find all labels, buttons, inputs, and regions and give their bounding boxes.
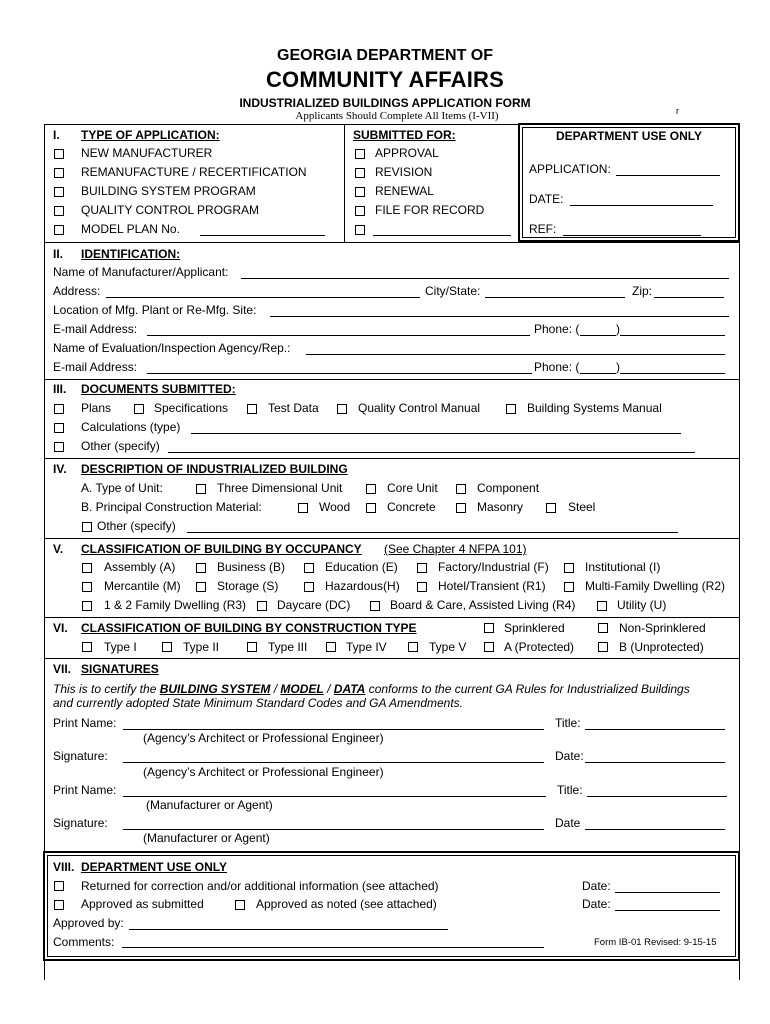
signature-field-1[interactable] — [123, 762, 544, 763]
label-plans: Plans — [81, 401, 112, 415]
label-mercantile: Mercantile (M) — [104, 579, 181, 593]
label-date-approved: Date: — [582, 897, 611, 911]
label-type-4: Type IV — [346, 640, 387, 654]
checkbox-utility[interactable] — [597, 601, 607, 611]
divider-6 — [44, 658, 739, 659]
checkbox-family-dwelling[interactable] — [82, 601, 92, 611]
sec8-num: VIII. — [53, 860, 75, 874]
date-field-1[interactable] — [585, 762, 725, 763]
comments-field[interactable] — [122, 947, 544, 948]
sec6-num: VI. — [53, 621, 68, 635]
checkbox-revision[interactable] — [355, 168, 365, 178]
label-non-sprinklered: Non-Sprinklered — [619, 621, 706, 635]
checkbox-multi-family[interactable] — [564, 582, 574, 592]
checkbox-factory-industrial[interactable] — [417, 563, 427, 573]
cert-data: DATA — [333, 682, 366, 696]
manufacturer-name-field[interactable] — [241, 278, 729, 279]
dept-date-label: DATE: — [529, 192, 564, 206]
other-submitted-field[interactable] — [373, 235, 511, 236]
sec5-num: V. — [53, 542, 64, 556]
sec2-num: II. — [53, 247, 64, 261]
caption-manufacturer-2: (Manufacturer or Agent) — [143, 831, 270, 845]
label-building-systems-manual: Building Systems Manual — [527, 401, 662, 415]
label-other-material: Other (specify) — [97, 519, 176, 533]
label-masonry: Masonry — [477, 500, 524, 514]
label-calculations: Calculations (type) — [81, 420, 181, 434]
form-id: Form IB-01 Revised: 9-15-15 — [594, 937, 717, 948]
caption-agency-2: (Agency’s Architect or Professional Engineer) — [143, 765, 384, 779]
checkbox-core-unit[interactable] — [366, 484, 376, 494]
label-title-2: Title: — [557, 783, 583, 797]
checkbox-remanufacture[interactable] — [54, 168, 64, 178]
checkbox-hazardous[interactable] — [304, 582, 314, 592]
phone-close-paren-1: ) — [616, 322, 620, 336]
checkbox-other-submitted[interactable] — [355, 225, 365, 235]
dept-use-title: DEPARTMENT USE ONLY — [555, 129, 702, 143]
label-hazardous: Hazardous(H) — [325, 579, 400, 593]
divider-3 — [44, 458, 739, 459]
checkbox-three-dimensional-unit[interactable] — [196, 484, 206, 494]
label-type-2: Type II — [183, 640, 220, 654]
submitted-for-title: SUBMITTED FOR: — [353, 128, 456, 142]
checkbox-calculations[interactable] — [54, 423, 64, 433]
sec4-title: DESCRIPTION OF INDUSTRIALIZED BUILDING — [81, 462, 348, 476]
checkbox-plans[interactable] — [54, 404, 64, 414]
checkbox-type-2[interactable] — [162, 642, 172, 652]
label-renewal: RENEWAL — [375, 184, 434, 198]
model-plan-number-field[interactable] — [200, 235, 325, 236]
checkbox-building-system-program[interactable] — [54, 187, 64, 197]
checkbox-education[interactable] — [304, 563, 314, 573]
checkbox-business[interactable] — [196, 563, 206, 573]
dept-ref-label: REF: — [529, 222, 557, 236]
sec4-num: IV. — [53, 462, 67, 476]
checkbox-wood[interactable] — [298, 503, 308, 513]
checkbox-approved-noted[interactable] — [235, 900, 245, 910]
label-education: Education (E) — [325, 560, 398, 574]
checkbox-qc-manual[interactable] — [337, 404, 347, 414]
label-address: Address: — [53, 284, 101, 298]
checkbox-daycare[interactable] — [257, 601, 267, 611]
calculations-type-field[interactable] — [191, 433, 681, 434]
sec5-title: CLASSIFICATION OF BUILDING BY OCCUPANCY — [81, 542, 362, 556]
print-name-field-2[interactable] — [123, 796, 546, 797]
label-city-state: City/State: — [425, 284, 481, 298]
label-quality-control-program: QUALITY CONTROL PROGRAM — [81, 203, 260, 217]
label-date-2: Date — [555, 816, 581, 830]
sec3-title: DOCUMENTS SUBMITTED: — [81, 382, 236, 396]
sec1-num: I. — [53, 128, 60, 142]
checkbox-type-1[interactable] — [82, 642, 92, 652]
label-agency-name: Name of Evaluation/Inspection Agency/Rep.: — [53, 341, 291, 355]
checkbox-non-sprinklered[interactable] — [598, 623, 608, 633]
city-state-field[interactable] — [485, 297, 625, 298]
label-wood: Wood — [319, 500, 351, 514]
checkbox-sprinklered[interactable] — [484, 623, 494, 633]
zip-field[interactable] — [654, 297, 724, 298]
stray-mark: r — [676, 106, 679, 116]
label-remanufacture: REMANUFACTURE / RECERTIFICATION — [81, 165, 307, 179]
label-date-returned: Date: — [582, 879, 611, 893]
checkbox-concrete[interactable] — [366, 503, 376, 513]
label-business: Business (B) — [217, 560, 286, 574]
checkbox-renewal[interactable] — [355, 187, 365, 197]
label-daycare: Daycare (DC) — [277, 598, 351, 612]
checkbox-steel[interactable] — [546, 503, 556, 513]
checkbox-approved[interactable] — [54, 900, 64, 910]
label-approved-by: Approved by: — [53, 916, 124, 930]
checkbox-quality-control-program[interactable] — [54, 206, 64, 216]
sec1-title: TYPE OF APPLICATION: — [81, 128, 220, 142]
label-building-system-program: BUILDING SYSTEM PROGRAM — [81, 184, 256, 198]
label-approved-noted: Approved as noted (see attached) — [256, 897, 437, 911]
checkbox-unprotected[interactable] — [598, 642, 608, 652]
checkbox-institutional[interactable] — [564, 563, 574, 573]
label-type-5: Type V — [429, 640, 467, 654]
divider-1 — [44, 242, 739, 243]
label-core-unit: Core Unit — [387, 481, 438, 495]
checkbox-board-care[interactable] — [370, 601, 380, 611]
checkbox-storage[interactable] — [196, 582, 206, 592]
label-date-1: Date: — [555, 749, 584, 763]
label-title-1: Title: — [555, 716, 581, 730]
label-signature-2: Signature: — [53, 816, 108, 830]
label-specifications: Specifications — [154, 401, 229, 415]
date-approved-field[interactable] — [615, 910, 720, 911]
dept-ref-field[interactable] — [563, 235, 701, 236]
label-three-dimensional-unit: Three Dimensional Unit — [217, 481, 343, 495]
label-phone-1: Phone: ( — [534, 322, 580, 336]
checkbox-hotel-transient[interactable] — [417, 582, 427, 592]
header-line3: INDUSTRIALIZED BUILDINGS APPLICATION FORM — [239, 96, 531, 110]
label-signature-1: Signature: — [53, 749, 108, 763]
checkbox-returned[interactable] — [54, 881, 64, 891]
checkbox-test-data[interactable] — [247, 404, 257, 414]
label-type-of-unit: A. Type of Unit: — [81, 481, 163, 495]
label-model-plan: MODEL PLAN No. — [81, 222, 180, 236]
label-approved: Approved as submitted — [81, 897, 204, 911]
date-returned-field[interactable] — [615, 892, 720, 893]
label-test-data: Test Data — [268, 401, 319, 415]
label-assembly: Assembly (A) — [104, 560, 176, 574]
label-zip: Zip: — [632, 284, 653, 298]
other-material-field[interactable] — [187, 532, 678, 533]
email-field-2[interactable] — [147, 373, 532, 374]
checkbox-type-3[interactable] — [247, 642, 257, 652]
phone-area-code-field-2[interactable] — [580, 373, 616, 374]
checkbox-building-systems-manual[interactable] — [506, 404, 516, 414]
certification-line1: This is to certify the BUILDING SYSTEM / MODEL / DATA conforms to the current GA Rules for Industrialized Buildings — [53, 682, 690, 696]
label-plant-location: Location of Mfg. Plant or Re-Mfg. Site: — [53, 303, 257, 317]
sec1-divider — [344, 124, 345, 242]
label-qc-manual: Quality Control Manual — [358, 401, 481, 415]
checkbox-other-material[interactable] — [82, 522, 92, 532]
header-instructions: Applicants Should Complete All Items (I-VII) — [295, 110, 499, 122]
label-email-2: E-mail Address: — [53, 360, 138, 374]
label-other-docs: Other (specify) — [81, 439, 160, 453]
checkbox-masonry[interactable] — [456, 503, 466, 513]
label-construction-material: B. Principal Construction Material: — [81, 500, 262, 514]
divider-4 — [44, 538, 739, 539]
checkbox-mercantile[interactable] — [82, 582, 92, 592]
checkbox-assembly[interactable] — [82, 563, 92, 573]
title-field-1[interactable] — [585, 729, 725, 730]
agency-name-field[interactable] — [306, 354, 725, 355]
checkbox-component[interactable] — [456, 484, 466, 494]
label-revision: REVISION — [375, 165, 433, 179]
sec6-title: CLASSIFICATION OF BUILDING BY CONSTRUCTION TYPE — [81, 621, 417, 635]
label-protected: A (Protected) — [504, 640, 575, 654]
checkbox-approval[interactable] — [355, 149, 365, 159]
label-email-1: E-mail Address: — [53, 322, 138, 336]
checkbox-other-docs[interactable] — [54, 442, 64, 452]
label-type-1: Type I — [104, 640, 137, 654]
sec7-num: VII. — [53, 662, 72, 676]
divider-2 — [44, 379, 739, 380]
phone-number-field-2[interactable] — [620, 373, 725, 374]
plant-location-field[interactable] — [270, 316, 729, 317]
label-steel: Steel — [568, 500, 596, 514]
label-unprotected: B (Unprotected) — [619, 640, 704, 654]
dept-date-field[interactable] — [570, 205, 713, 206]
label-comments: Comments: — [53, 935, 115, 949]
checkbox-file-for-record[interactable] — [355, 206, 365, 216]
checkbox-type-4[interactable] — [326, 642, 336, 652]
caption-manufacturer-1: (Manufacturer or Agent) — [146, 798, 273, 812]
label-hotel-transient: Hotel/Transient (R1) — [438, 579, 546, 593]
cert-model: MODEL — [280, 682, 324, 696]
address-field[interactable] — [106, 297, 420, 298]
sec8-title: DEPARTMENT USE ONLY — [81, 860, 228, 874]
label-phone-2: Phone: ( — [534, 360, 580, 374]
label-print-name-1: Print Name: — [53, 716, 117, 730]
checkbox-protected[interactable] — [484, 642, 494, 652]
title-field-2[interactable] — [587, 796, 727, 797]
label-institutional: Institutional (I) — [585, 560, 661, 574]
print-name-field-1[interactable] — [123, 729, 544, 730]
header-line1: GEORGIA DEPARTMENT OF — [277, 47, 493, 64]
approved-by-field[interactable] — [129, 929, 448, 930]
checkbox-type-5[interactable] — [408, 642, 418, 652]
phone-area-code-field-1[interactable] — [580, 335, 616, 336]
certification-line2: and currently adopted State Minimum Standard Codes and GA Amendments. — [53, 696, 463, 710]
label-factory-industrial: Factory/Industrial (F) — [438, 560, 549, 574]
header-line2: COMMUNITY AFFAIRS — [265, 67, 505, 92]
label-utility: Utility (U) — [617, 598, 667, 612]
dept-application-label: APPLICATION: — [529, 162, 611, 176]
dept-application-field[interactable] — [616, 175, 720, 176]
cert-building-system: BUILDING SYSTEM — [159, 682, 271, 696]
divider-5 — [44, 617, 739, 618]
signature-field-2[interactable] — [123, 829, 544, 830]
label-returned: Returned for correction and/or additional information (see attached) — [81, 879, 439, 893]
label-concrete: Concrete — [387, 500, 436, 514]
checkbox-specifications[interactable] — [134, 404, 144, 414]
checkbox-new-manufacturer[interactable] — [54, 149, 64, 159]
label-print-name-2: Print Name: — [53, 783, 117, 797]
label-manufacturer-name: Name of Manufacturer/Applicant: — [53, 265, 229, 279]
label-approval: APPROVAL — [375, 146, 439, 160]
label-new-manufacturer: NEW MANUFACTURER — [81, 146, 213, 160]
label-file-for-record: FILE FOR RECORD — [375, 203, 485, 217]
checkbox-model-plan[interactable] — [54, 225, 64, 235]
label-board-care: Board & Care, Assisted Living (R4) — [390, 598, 576, 612]
phone-number-field-1[interactable] — [620, 335, 725, 336]
label-family-dwelling: 1 & 2 Family Dwelling (R3) — [104, 598, 247, 612]
label-storage: Storage (S) — [217, 579, 279, 593]
sec2-title: IDENTIFICATION: — [81, 247, 181, 261]
sec3-num: III. — [53, 382, 67, 396]
sec5-reference: (See Chapter 4 NFPA 101) — [384, 542, 527, 556]
sec7-title: SIGNATURES — [81, 662, 159, 676]
date-field-2[interactable] — [585, 829, 725, 830]
label-sprinklered: Sprinklered — [504, 621, 565, 635]
other-docs-field[interactable] — [168, 452, 695, 453]
email-field-1[interactable] — [147, 335, 530, 336]
label-multi-family: Multi-Family Dwelling (R2) — [585, 579, 726, 593]
caption-agency-1: (Agency’s Architect or Professional Engineer) — [143, 731, 384, 745]
label-type-3: Type III — [268, 640, 308, 654]
phone-close-paren-2: ) — [616, 360, 620, 374]
label-component: Component — [477, 481, 540, 495]
